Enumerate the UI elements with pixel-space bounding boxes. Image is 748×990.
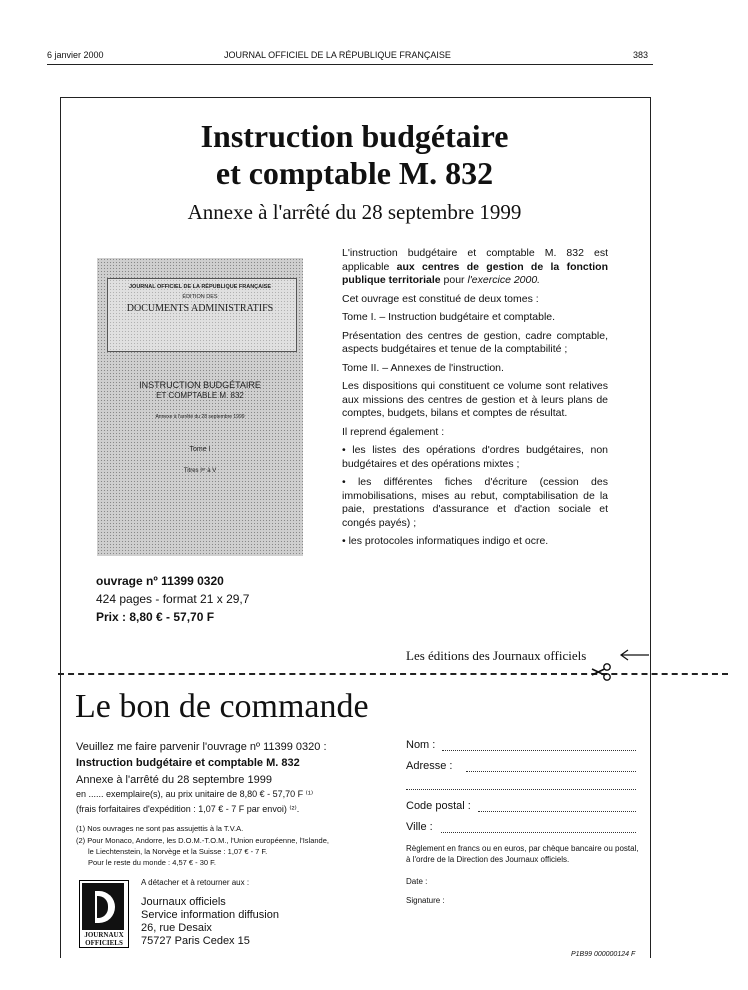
journaux-officiels-logo: JOURNAUX OFFICIELS <box>79 880 129 948</box>
order-line-1: Veuillez me faire parvenir l'ouvrage nº 11399 0320 : <box>76 741 327 753</box>
adresse-label: Adresse : <box>406 760 453 772</box>
cover-titres: Titres Iᵉʳ à V <box>183 468 217 474</box>
order-form-title: Le bon de commande <box>75 688 369 725</box>
payment-info: Règlement en francs ou en euros, par chèque bancaire ou postal, à l'ordre de la Direction des Journaux officiels. <box>406 844 639 864</box>
description-p5: Tome II. – Annexes de l'instruction. <box>342 361 504 374</box>
cover-annex: Annexe à l'arrêté du 28 septembre 1999 <box>155 414 245 420</box>
header-date: 6 janvier 2000 <box>47 50 104 60</box>
cover-title-2: ET COMPTABLE M. 832 <box>156 391 244 400</box>
description-bullet-1: • les listes des opérations d'ordres budgétaires, non budgétaires et des opérations mixtes ; <box>342 444 608 470</box>
description-p2: Cet ouvrage est constitué de deux tomes : <box>342 292 539 305</box>
return-instruction: A détacher et à retourner aux : <box>141 878 250 887</box>
order-line-3: Annexe à l'arrêté du 28 septembre 1999 <box>76 774 272 786</box>
description-p7: Il reprend également : <box>342 425 445 438</box>
arrow-left-icon <box>618 648 650 662</box>
adresse-field[interactable] <box>466 771 636 772</box>
adresse-field-line-2[interactable] <box>406 789 636 790</box>
title-line-1: Instruction budgétaire <box>200 118 509 154</box>
header-rule <box>47 64 653 65</box>
order-line-2: Instruction budgétaire et comptable M. 832 <box>76 757 300 769</box>
order-note-2b: le Liechtenstein, la Norvège et la Suisse : 1,07 € - 7 F. <box>88 847 268 856</box>
footer-code: P1B99 000000124 F <box>571 951 636 958</box>
product-price: Prix : 8,80 € - 57,70 F <box>96 610 215 624</box>
cover-header-3: DOCUMENTS ADMINISTRATIFS <box>126 303 274 314</box>
cover-header-1: JOURNAL OFFICIEL DE LA RÉPUBLIQUE FRANÇAISE <box>129 284 271 290</box>
cut-line <box>58 673 728 675</box>
scissors-icon <box>590 662 612 682</box>
description-p6: Les dispositions qui constituent ce volume sont relatives aux missions des centres de gestion et à leurs plans de comptes, budgets, bilans et comptes de résultat. <box>342 380 608 419</box>
description-p3: Tome I. – Instruction budgétaire et comptable. <box>342 311 556 323</box>
product-ref: ouvrage nº 11399 0320 <box>96 574 224 588</box>
description-p1: L'instruction budgétaire et comptable M. 832 est applicable aux centres de gestion de la fonction publique territoriale pour l'exercice 2000. <box>342 247 608 286</box>
order-line-5: (frais forfaitaires d'expédition : 1,07 € - 7 F par envoi) ⁽²⁾. <box>76 804 300 814</box>
ville-label: Ville : <box>406 821 433 833</box>
description-p4: Présentation des centres de gestion, cadre comptable, aspects budgétaires et tenue de la comptabilité ; <box>342 329 608 355</box>
description <box>342 247 608 554</box>
cover-tome: Tome I <box>189 446 211 453</box>
nom-field[interactable] <box>442 750 636 751</box>
cover-title-1: INSTRUCTION BUDGÉTAIRE <box>139 380 261 390</box>
title-line-2: et comptable M. 832 <box>215 155 494 191</box>
order-line-4: en ...... exemplaire(s), au prix unitaire de 8,80 € - 57,70 F ⁽¹⁾ <box>76 789 314 799</box>
date-label[interactable]: Date : <box>406 877 428 886</box>
order-note-1: (1) Nos ouvrages ne sont pas assujettis à la T.V.A. <box>76 824 244 833</box>
subtitle: Annexe à l'arrêté du 28 septembre 1999 <box>187 200 522 224</box>
return-address-2: Service information diffusion <box>141 909 279 921</box>
product-pages: 424 pages - format 21 x 29,7 <box>96 592 250 606</box>
return-address-3: 26, rue Desaix <box>141 922 212 934</box>
signature-label[interactable]: Signature : <box>406 896 445 905</box>
description-bullet-3: • les protocoles informatiques indigo et ocre. <box>342 535 549 547</box>
header-journal: JOURNAL OFFICIEL DE LA RÉPUBLIQUE FRANÇAISE <box>224 50 451 60</box>
description-bullet-2: • les différentes fiches d'écriture (cession des immobilisations, mises au rebut, comptabilisation de la paie, prestations d'assurance et d'action sociale et congés payés) ; <box>342 476 608 529</box>
return-address-4: 75727 Paris Cedex 15 <box>141 935 250 947</box>
code-postal-label: Code postal : <box>406 800 471 812</box>
header-page-number: 383 <box>633 50 649 60</box>
cover-header-2: ÉDITION DES <box>182 294 218 300</box>
code-postal-field[interactable] <box>478 811 636 812</box>
return-address-1: Journaux officiels <box>141 896 226 908</box>
order-note-2a: (2) Pour Monaco, Andorre, les D.O.M.-T.O.M., l'Union européenne, l'Islande, <box>76 836 329 845</box>
editions-label: Les éditions des Journaux officiels <box>406 648 587 663</box>
ville-field[interactable] <box>441 832 636 833</box>
book-cover-image <box>97 258 303 556</box>
order-note-2c: Pour le reste du monde : 4,57 € - 30 F. <box>88 858 216 867</box>
nom-label: Nom : <box>406 739 436 751</box>
